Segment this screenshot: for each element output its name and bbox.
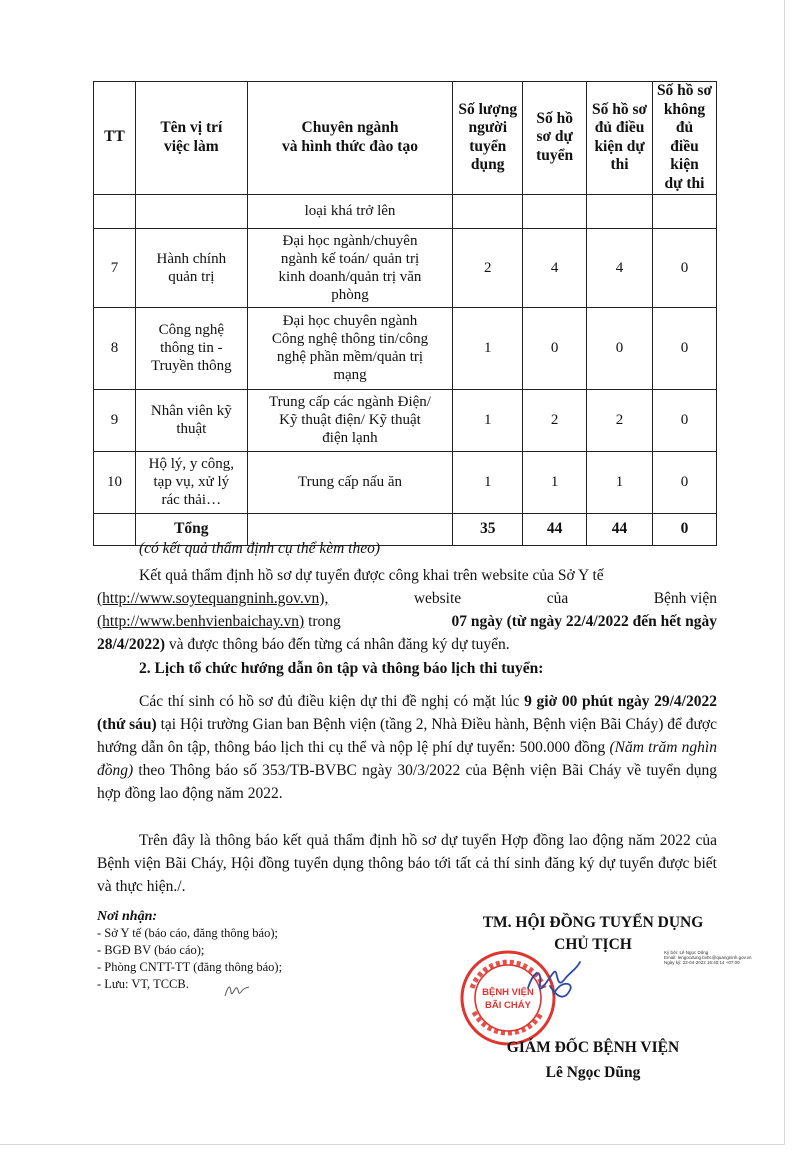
table-note: (có kết quả thẩm định cụ thể kèm theo) xyxy=(139,540,381,557)
cell-quantity: 1 xyxy=(453,389,523,451)
council-title: TM. HỘI ĐỒNG TUYỂN DỤNG xyxy=(482,914,704,931)
paragraph-closing: Trên đây là thông báo kết quả thẩm định hồ sơ dự tuyển Hợp đồng lao động năm 2022 của Bệnh viện Bãi Cháy, Hội đồng tuyển dụng thông báo tới tất cả thí sinh đăng ký dự tuyển được biết và thực hiện./. xyxy=(97,832,717,895)
cell-tt: 10 xyxy=(94,451,136,513)
cell-quantity: 2 xyxy=(453,228,523,307)
link-soyte[interactable]: (http://www.soytequangninh.gov.vn), xyxy=(97,590,329,607)
table-header-row xyxy=(94,82,717,195)
recruitment-table xyxy=(93,81,717,546)
cell-position: Công nghệ thông tin - Truyền thông xyxy=(135,307,247,389)
cell-eligible: 2 xyxy=(587,389,653,451)
header-position: Tên vị trí việc làm xyxy=(135,82,247,195)
section-heading-2: 2. Lịch tổ chức hướng dẫn ôn tập và thông báo lịch thi tuyển: xyxy=(139,660,544,677)
cell-applications: 0 xyxy=(523,307,587,389)
table-row-continuation xyxy=(94,194,717,228)
cell-position: Hành chính quản trị xyxy=(135,228,247,307)
svg-text:BÃI CHÁY: BÃI CHÁY xyxy=(485,1000,531,1011)
initials-mark xyxy=(222,980,252,1002)
header-applications: Số hồ sơ dự tuyển xyxy=(523,82,587,195)
cell-applications: 2 xyxy=(523,389,587,451)
table-row xyxy=(94,228,717,307)
handwritten-signature xyxy=(520,950,590,1020)
cell-eligible: 0 xyxy=(587,307,653,389)
total-applications: 44 xyxy=(523,513,587,545)
chair-title: CHỦ TỊCH xyxy=(554,936,632,953)
list-item: - Phòng CNTT-TT (đăng thông báo); xyxy=(97,960,283,974)
cell-position: Hộ lý, y công, tạp vụ, xử lý rác thải… xyxy=(135,451,247,513)
header-eligible: Số hồ sơ đủ điều kiện dự thi xyxy=(587,82,653,195)
header-ineligible: Số hồ sơ không đủ điều kiện dự thi xyxy=(653,82,717,195)
continuation-text: loại khá trở lên xyxy=(247,194,453,228)
cell-quantity: 1 xyxy=(453,451,523,513)
cell-ineligible: 0 xyxy=(653,389,717,451)
header-specialty: Chuyên ngành và hình thức đào tạo xyxy=(247,82,453,195)
total-eligible: 44 xyxy=(587,513,653,545)
header-quantity: Số lượng người tuyển dụng xyxy=(453,82,523,195)
table-row xyxy=(94,389,717,451)
recipients-title: Nơi nhận: xyxy=(97,909,158,924)
total-ineligible: 0 xyxy=(653,513,717,545)
total-label: Tổng xyxy=(135,513,247,545)
header-tt: TT xyxy=(94,82,136,195)
total-quantity: 35 xyxy=(453,513,523,545)
cell-applications: 1 xyxy=(523,451,587,513)
cell-position: Nhân viên kỹ thuật xyxy=(135,389,247,451)
list-item: - Sở Y tế (báo cáo, đăng thông báo); xyxy=(97,926,278,940)
cell-quantity: 1 xyxy=(453,307,523,389)
paragraph-publication: Kết quả thẩm định hồ sơ dự tuyển được công khai trên website của Sở Y tế (http://www.soytequangninh.gov.vn), website của Bệnh viện (http://www.benhvienbaichay.vn) trong 07 ngày (từ ngày 22/4/2022 đến hết ngày 28/4/2022) và được thông báo đến từng cá nhân đăng ký dự tuyển. xyxy=(97,567,717,653)
cell-specialty: Đại học chuyên ngành Công nghệ thông tin/công nghệ phần mềm/quản trị mạng xyxy=(247,307,453,389)
list-item: - Lưu: VT, TCCB. xyxy=(97,977,189,991)
cell-ineligible: 0 xyxy=(653,228,717,307)
table-row xyxy=(94,451,717,513)
svg-text:BỆNH VIỆN: BỆNH VIỆN xyxy=(482,987,534,998)
cell-tt: 7 xyxy=(94,228,136,307)
cell-tt: 9 xyxy=(94,389,136,451)
cell-specialty: Trung cấp nấu ăn xyxy=(247,451,453,513)
cell-tt: 8 xyxy=(94,307,136,389)
paragraph-schedule: Các thí sinh có hồ sơ đủ điều kiện dự thi đề nghị có mặt lúc 9 giờ 00 phút ngày 29/4/2022 (thứ sáu) tại Hội trường Gian ban Bệnh viện (tầng 2, Nhà Điều hành, Bệnh viện Bãi Cháy) để được hướng dẫn ôn tập, thông báo lịch thi cụ thể và nộp lệ phí dự tuyển: 500.000 đồng (Năm trăm nghìn đồng) theo Thông báo số 353/TB-BVBC ngày 30/3/2022 của Bệnh viện Bãi Cháy về tuyển dụng hợp đồng lao động năm 2022. xyxy=(97,693,717,802)
list-item: - BGĐ BV (báo cáo); xyxy=(97,943,205,957)
cell-ineligible: 0 xyxy=(653,307,717,389)
signer-name: Lê Ngọc Dũng xyxy=(545,1064,641,1081)
cell-specialty: Trung cấp các ngành Điện/ Kỹ thuật điện/ Kỹ thuật điện lạnh xyxy=(247,389,453,451)
link-benhvien[interactable]: (http://www.benhvienbaichay.vn) xyxy=(97,613,305,630)
digital-signature-info: Ký bởi: Lê Ngọc Dũng Email: lengocdung.bvbc@quangninh.gov.vn Ngày ký: 22-04-2022 16:40:14 +07:00 xyxy=(664,950,752,965)
director-title: GIÁM ĐỐC BỆNH VIỆN xyxy=(506,1039,680,1056)
director-block xyxy=(478,1035,708,1085)
table-row xyxy=(94,307,717,389)
recipients-block xyxy=(97,908,282,993)
cell-ineligible: 0 xyxy=(653,451,717,513)
cell-eligible: 4 xyxy=(587,228,653,307)
cell-eligible: 1 xyxy=(587,451,653,513)
cell-applications: 4 xyxy=(523,228,587,307)
cell-specialty: Đại học ngành/chuyên ngành kế toán/ quản trị kinh doanh/quản trị văn phòng xyxy=(247,228,453,307)
